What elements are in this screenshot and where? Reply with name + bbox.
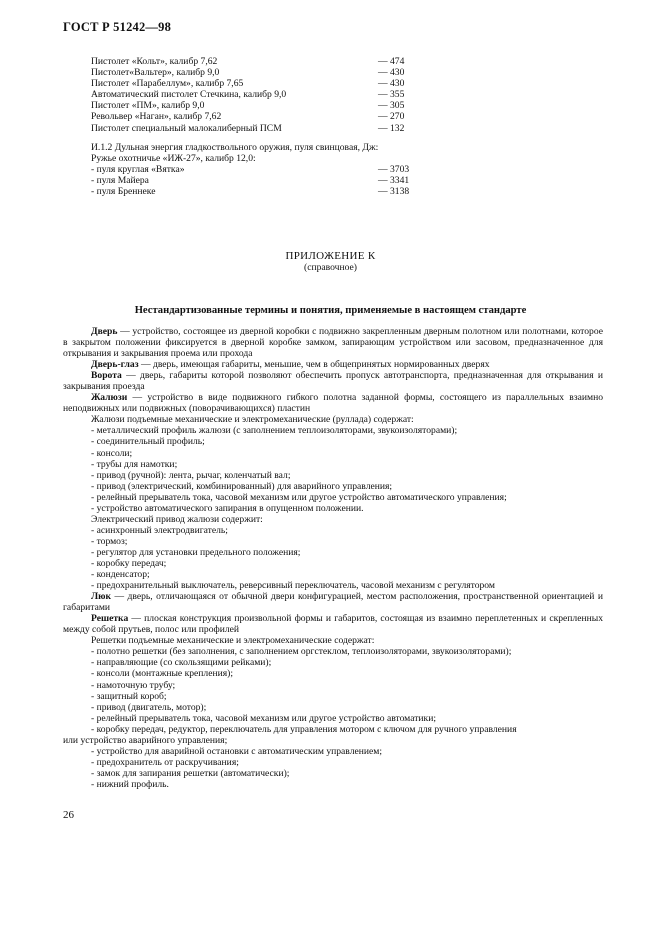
term-door-glaz — [63, 359, 603, 370]
item-name: Пистолет «ПМ», калибр 9,0 — [91, 100, 205, 112]
list-item: - замок для запирания решетки (автоматически); — [91, 767, 290, 779]
list-item — [91, 175, 431, 186]
term-label: Люк — [91, 591, 112, 603]
list-item: - предохранитель от раскручивания; — [91, 756, 239, 768]
item-name: - пуля Майера — [91, 175, 149, 187]
pistol-energy-list — [91, 56, 431, 134]
appendix-subtitle: (справочное) — [304, 262, 357, 273]
term-definition: — дверь, имеющая габариты, меньшие, чем в общепринятых нормированных дверях — [138, 359, 490, 371]
terms-body — [63, 326, 603, 790]
list-item: - привод (электрический, комбинированный) для аварийного управления; — [91, 480, 393, 492]
appendix-title: ПРИЛОЖЕНИЕ К — [285, 250, 376, 262]
term-label: Решетка — [91, 613, 129, 625]
list-item — [91, 164, 431, 175]
list-item — [91, 89, 431, 100]
list-item: - консоли (монтажные крепления); — [91, 668, 234, 680]
item-value: — 3341 — [378, 175, 410, 187]
term-label: Дверь — [91, 326, 118, 337]
item-name: - пуля Бреннеке — [91, 186, 156, 198]
term-hatch — [63, 591, 603, 613]
list-item: - соединительный профиль; — [91, 436, 205, 448]
term-definition: — дверь, отличающаяся от обычной двери конфигурацией, местом расположения, пространственной ориентацией и габаритами — [63, 591, 603, 614]
term-definition: — устройство, состоящее из дверной коробки с подвижно закрепленным дверным полотном или полотнами, которое в закрытом положении фиксируется в дверной коробке замком, запирающим устройством или засовом, предназначенное для открывания и закрывания проема или прохода — [63, 326, 603, 360]
list-item: - защитный короб; — [91, 690, 167, 702]
list-item: - трубы для намотки; — [91, 458, 178, 470]
list-item: - тормоз; — [91, 535, 128, 547]
item-name: - пуля круглая «Вятка» — [91, 164, 185, 175]
item-value: — 474 — [378, 56, 405, 67]
item-value: — 430 — [378, 78, 405, 90]
list-item: - консоли; — [91, 447, 133, 459]
item-name: Пистолет «Кольт», калибр 7,62 — [91, 56, 218, 67]
smoothbore-intro — [91, 142, 611, 164]
item-name: Автоматический пистолет Стечкина, калибр 9,0 — [91, 89, 287, 101]
item-value: — 305 — [378, 100, 405, 112]
list-item: - релейный прерыватель тока, часовой механизм или другое устройство автоматики; — [91, 712, 436, 724]
item-value: — 3138 — [378, 186, 410, 198]
item-value: — 270 — [378, 111, 405, 123]
list-item: - привод (двигатель, мотор); — [91, 701, 207, 713]
item-name: Револьвер «Наган», калибр 7,62 — [91, 111, 222, 123]
list-item: - металлический профиль жалюзи (с заполнением теплоизоляторами, звукоизоляторами); — [91, 425, 458, 437]
list-item — [91, 78, 431, 89]
term-label: Ворота — [91, 370, 122, 382]
list-item — [91, 56, 431, 67]
term-label: Дверь-глаз — [91, 359, 139, 371]
term-definition: — дверь, габариты которой позволяют обеспечить пропуск автотранспорта, предназначенная для открывания и закрывания проезда — [63, 370, 603, 393]
list-item: - предохранительный выключатель, реверсивный переключатель, часовой механизм с регулятором — [91, 580, 495, 592]
list-item: - конденсатор; — [91, 569, 150, 581]
list-item — [91, 111, 431, 122]
list-item: - привод (ручной): лента, рычаг, коленчатый вал; — [91, 469, 291, 481]
list-item — [91, 67, 431, 78]
item-name: Пистолет «Парабеллум», калибр 7,65 — [91, 78, 244, 90]
term-door — [63, 326, 603, 359]
term-definition: — плоская конструкция произвольной формы и габаритов, состоящая из взаимно переплетенных и скрепленных между собой прутьев, полос или профилей — [63, 613, 603, 636]
item-name: Пистолет специальный малокалиберный ПСМ — [91, 122, 282, 134]
term-gate — [63, 370, 603, 392]
list-item — [91, 100, 431, 111]
blinds-lift-intro: Жалюзи подъемные механические и электромеханические (руллада) содержат: — [91, 414, 414, 426]
standard-header: ГОСТ Р 51242—98 — [63, 20, 172, 34]
item-value: — 355 — [378, 89, 405, 101]
blinds-drive-intro: Электрический привод жалюзи содержит: — [91, 513, 263, 525]
list-item: - регулятор для установки предельного положения; — [91, 546, 301, 558]
term-definition: — устройство в виде подвижного гибкого полотна заданной формы, состоящего из параллельных взаимно неподвижных или подвижных (поворачивающихся) пластин — [63, 392, 603, 415]
item-name: Пистолет«Вальтер», калибр 9,0 — [91, 67, 220, 79]
term-blinds — [63, 392, 603, 414]
list-item: - коробку передач, редуктор, переключатель для управления мотором с ключом для ручного управления — [91, 723, 517, 735]
list-item: - коробку передач; — [91, 557, 167, 569]
list-item — [91, 186, 431, 197]
section-title: Нестандартизованные термины и понятия, применяемые в настоящем стандарте — [134, 305, 527, 316]
page-number: 26 — [63, 809, 74, 821]
list-item: - намоточную трубу; — [91, 679, 176, 691]
item-value: — 132 — [378, 122, 405, 134]
list-item-continuation: или устройство аварийного управления; — [63, 734, 228, 746]
list-item: - устройство для аварийной остановки с автоматическим управлением; — [91, 745, 383, 757]
smoothbore-weapon: Ружье охотничье «ИЖ-27», калибр 12,0: — [91, 153, 256, 165]
term-label: Жалюзи — [91, 392, 128, 404]
list-item: - асинхронный электродвигатель; — [91, 524, 228, 536]
smoothbore-heading: И.1.2 Дульная энергия гладкоствольного оружия, пуля свинцовая, Дж: — [91, 142, 379, 153]
list-item: - направляющие (со скользящими рейками); — [91, 657, 272, 669]
term-grille — [63, 613, 603, 635]
item-value: — 430 — [378, 67, 405, 79]
list-item — [91, 123, 431, 134]
list-item: - релейный прерыватель тока, часовой механизм или другое устройство автоматического управления; — [91, 491, 507, 503]
smoothbore-energy-list — [91, 164, 431, 197]
list-item: - нижний профиль. — [91, 778, 169, 790]
list-item: - полотно решетки (без заполнения, с заполнением оргстеклом, теплоизоляторами, звукоизоляторами); — [91, 646, 512, 658]
item-value: — 3703 — [378, 164, 410, 175]
grille-intro: Решетки подъемные механические и электромеханические содержат: — [91, 635, 375, 647]
list-item: - устройство автоматического запирания в опущенном положении. — [91, 502, 364, 514]
